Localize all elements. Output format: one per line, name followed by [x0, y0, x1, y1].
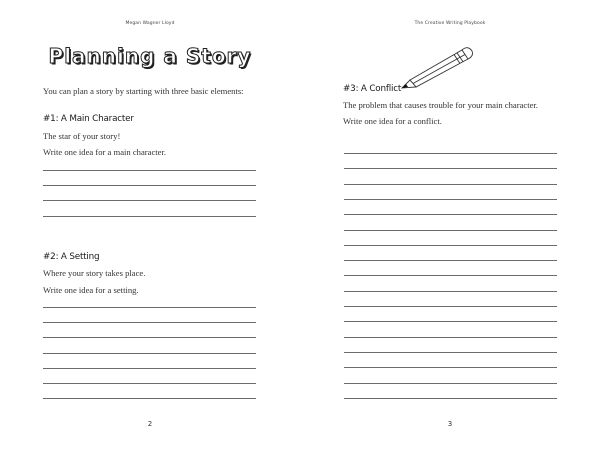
writing-line[interactable]: [344, 184, 557, 185]
writing-line[interactable]: [43, 383, 256, 384]
writing-line[interactable]: [43, 353, 256, 354]
intro-text: You can plan a story by starting with three basic elements:: [43, 86, 244, 96]
section-description: The problem that causes trouble for your main character.: [343, 100, 538, 110]
writing-line[interactable]: [43, 322, 256, 323]
writing-line[interactable]: [43, 368, 256, 369]
writing-line[interactable]: [43, 185, 256, 186]
writing-line[interactable]: [344, 352, 557, 353]
writing-line[interactable]: [344, 260, 557, 261]
writing-line[interactable]: [43, 216, 256, 217]
writing-line[interactable]: [344, 367, 557, 368]
section-prompt: Write one idea for a conflict.: [343, 116, 442, 126]
section-prompt: Write one idea for a setting.: [43, 285, 139, 295]
writing-line[interactable]: [344, 230, 557, 231]
writing-line[interactable]: [344, 321, 557, 322]
writing-line[interactable]: [344, 275, 557, 276]
writing-line[interactable]: [344, 306, 557, 307]
writing-line[interactable]: [43, 337, 256, 338]
page-number: 2: [147, 420, 153, 428]
writing-line[interactable]: [43, 307, 256, 308]
writing-line[interactable]: [43, 200, 256, 201]
pencil-icon: [398, 40, 478, 90]
section-heading-setting: #2: A Setting: [43, 252, 100, 262]
writing-line[interactable]: [344, 214, 557, 215]
writing-line[interactable]: [344, 245, 557, 246]
writing-line[interactable]: [344, 383, 557, 384]
writing-line[interactable]: [43, 398, 256, 399]
section-heading-conflict: #3: A Conflict: [343, 84, 402, 94]
writing-line[interactable]: [344, 398, 557, 399]
running-head-author: Megan Wagner Lloyd: [125, 21, 175, 26]
writing-line[interactable]: [43, 170, 256, 171]
section-prompt: Write one idea for a main character.: [43, 147, 167, 157]
writing-line[interactable]: [344, 199, 557, 200]
writing-line[interactable]: [344, 291, 557, 292]
writing-line[interactable]: [344, 168, 557, 169]
section-description: The star of your story!: [43, 131, 121, 141]
section-description: Where your story takes place.: [43, 268, 146, 278]
writing-line[interactable]: [344, 337, 557, 338]
running-head-book-title: The Creative Writing Playbook: [414, 21, 486, 26]
page-number: 3: [447, 420, 453, 428]
writing-line[interactable]: [344, 153, 557, 154]
page-title: Planning a Story: [48, 44, 252, 68]
section-heading-main-character: #1: A Main Character: [43, 114, 134, 124]
